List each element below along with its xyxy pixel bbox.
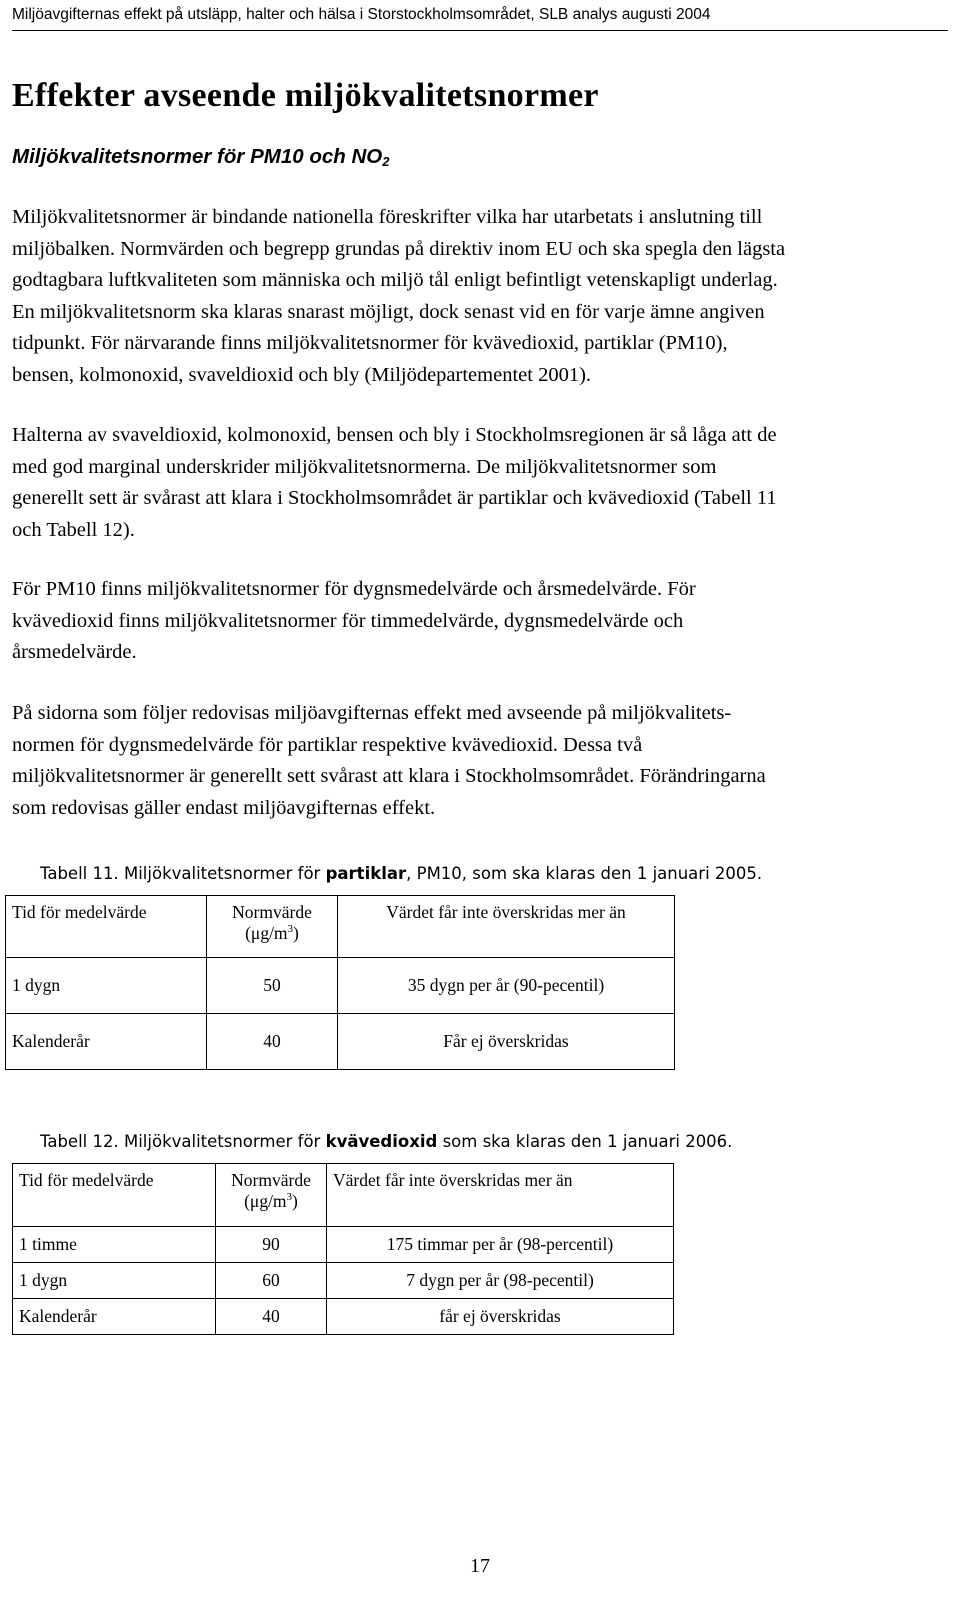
table-header-cell <box>13 1164 216 1227</box>
paragraph-line: som redovisas gäller endast miljöavgifternas effekt. <box>12 796 436 819</box>
table-cell: får ej överskridas <box>327 1299 674 1335</box>
subtitle-subscript: 2 <box>382 154 390 169</box>
table-row <box>6 958 675 1014</box>
header-normvarde-label: Normvärde <box>232 902 312 922</box>
paragraph-line: bensen, kolmonoxid, svaveldioxid och bly (Miljödepartementet 2001). <box>12 363 592 386</box>
paragraph-sidorna <box>12 698 948 824</box>
paragraph-line: För PM10 finns miljökvalitetsnormer för dygnsmedelvärde och årsmedelvärde. För <box>12 578 696 600</box>
caption-text: Tabell 11. Miljökvalitetsnormer för <box>40 864 326 883</box>
table-header-cell <box>6 896 207 958</box>
paragraph-line: miljökvalitetsnormer är generellt sett svårast att klara i Stockholmsområdet. Förändringarna <box>12 765 766 787</box>
unit-superscript: 3 <box>287 923 294 936</box>
unit-close: ) <box>292 1191 298 1211</box>
paragraph-line: normen för dygnsmedelvärde för partiklar respektive kvävedioxid. Dessa två <box>12 733 643 756</box>
table-header-cell <box>338 896 675 958</box>
paragraph-halter <box>12 420 948 546</box>
caption-text: , PM10, som ska klaras den 1 januari 2005. <box>406 864 763 883</box>
caption-emphasis: partiklar <box>325 864 407 883</box>
unit-text: (μg/m <box>245 923 288 943</box>
table-row <box>13 1299 674 1335</box>
table-cell: 60 <box>216 1263 327 1299</box>
header-normvarde-label: Normvärde <box>231 1170 311 1190</box>
header-normvarde <box>207 896 337 944</box>
paragraph-intro <box>12 202 948 391</box>
paragraph-line: och Tabell 12). <box>12 518 135 541</box>
table-cell: 175 timmar per år (98-percentil) <box>327 1227 674 1263</box>
header-unit <box>216 1191 326 1212</box>
unit-text: (μg/m <box>244 1191 287 1211</box>
section-subtitle <box>12 144 389 175</box>
table-cell: 7 dygn per år (98-pecentil) <box>327 1263 674 1299</box>
table-cell: 50 <box>207 958 338 1014</box>
paragraph-pm10 <box>12 574 948 669</box>
page-number: 17 <box>470 1555 490 1577</box>
table-cell: Får ej överskridas <box>338 1014 675 1070</box>
table12-caption <box>40 1131 732 1153</box>
header-time: Tid för medelvärde <box>12 902 147 922</box>
table-header-cell <box>207 896 338 958</box>
paragraph-line: Miljökvalitetsnormer är bindande nationella föreskrifter vilka har utarbetats i anslutning till <box>12 206 763 228</box>
table-cell: 35 dygn per år (90-pecentil) <box>338 958 675 1014</box>
table-cell: 1 timme <box>13 1227 216 1263</box>
caption-text: Tabell 12. Miljökvalitetsnormer för <box>40 1132 326 1151</box>
unit-superscript: 3 <box>286 1191 293 1204</box>
table-cell: Kalenderår <box>13 1299 216 1335</box>
paragraph-line: tidpunkt. För närvarande finns miljökvalitetsnormer för kvävedioxid, partiklar (PM10), <box>12 332 728 354</box>
paragraph-line: Halterna av svaveldioxid, kolmonoxid, bensen och bly i Stockholmsregionen är så låga att de <box>12 424 777 446</box>
header-limit: Värdet får inte överskridas mer än <box>386 902 626 922</box>
table11-caption <box>40 863 762 885</box>
paragraph-line: kvävedioxid finns miljökvalitetsnormer för timmedelvärde, dygnsmedelvärde och <box>12 609 684 632</box>
paragraph-line: med god marginal underskrider miljökvalitetsnormerna. De miljökvalitetsnormer som <box>12 455 717 478</box>
section-title: Effekter avseende miljökvalitetsnormer <box>12 77 599 114</box>
paragraph-line: generellt sett är svårast att klara i Stockholmsområdet är partiklar och kvävedioxid (Tabell 11 <box>12 487 777 509</box>
table-row <box>13 1263 674 1299</box>
caption-text: som ska klaras den 1 januari 2006. <box>437 1132 733 1151</box>
paragraph-line: En miljökvalitetsnorm ska klaras snarast möjligt, dock senast vid en för varje ämne angiven <box>12 300 765 323</box>
table11 <box>5 895 675 1070</box>
caption-emphasis: kvävedioxid <box>325 1132 438 1151</box>
paragraph-line: årsmedelvärde. <box>12 641 137 663</box>
header-time: Tid för medelvärde <box>19 1170 154 1190</box>
table-header-row <box>6 896 675 958</box>
table-row <box>13 1227 674 1263</box>
table12 <box>12 1163 674 1335</box>
table-cell: 90 <box>216 1227 327 1263</box>
unit-close: ) <box>293 923 299 943</box>
table-cell: 1 dygn <box>13 1263 216 1299</box>
table-cell: Kalenderår <box>6 1014 207 1070</box>
running-header: Miljöavgifternas effekt på utsläpp, halter och hälsa i Storstockholmsområdet, SLB analys augusti 2004 <box>12 5 948 31</box>
table-header-cell <box>216 1164 327 1227</box>
paragraph-line: godtagbara luftkvaliteten som människa och miljö tål enligt befintligt vetenskapligt underlag. <box>12 269 778 291</box>
subtitle-text: Miljökvalitetsnormer för PM10 och NO <box>12 145 383 168</box>
table-row <box>6 1014 675 1070</box>
table-cell: 40 <box>216 1299 327 1335</box>
header-limit: Värdet får inte överskridas mer än <box>333 1170 573 1190</box>
paragraph-line: miljöbalken. Normvärden och begrepp grundas på direktiv inom EU och ska spegla den lägsta <box>12 237 786 260</box>
table-cell: 1 dygn <box>6 958 207 1014</box>
table-cell: 40 <box>207 1014 338 1070</box>
header-unit <box>207 923 337 944</box>
header-normvarde <box>216 1164 326 1212</box>
table-header-row <box>13 1164 674 1227</box>
table-header-cell <box>327 1164 674 1227</box>
paragraph-line: På sidorna som följer redovisas miljöavgifternas effekt med avseende på miljökvalitets- <box>12 702 732 724</box>
